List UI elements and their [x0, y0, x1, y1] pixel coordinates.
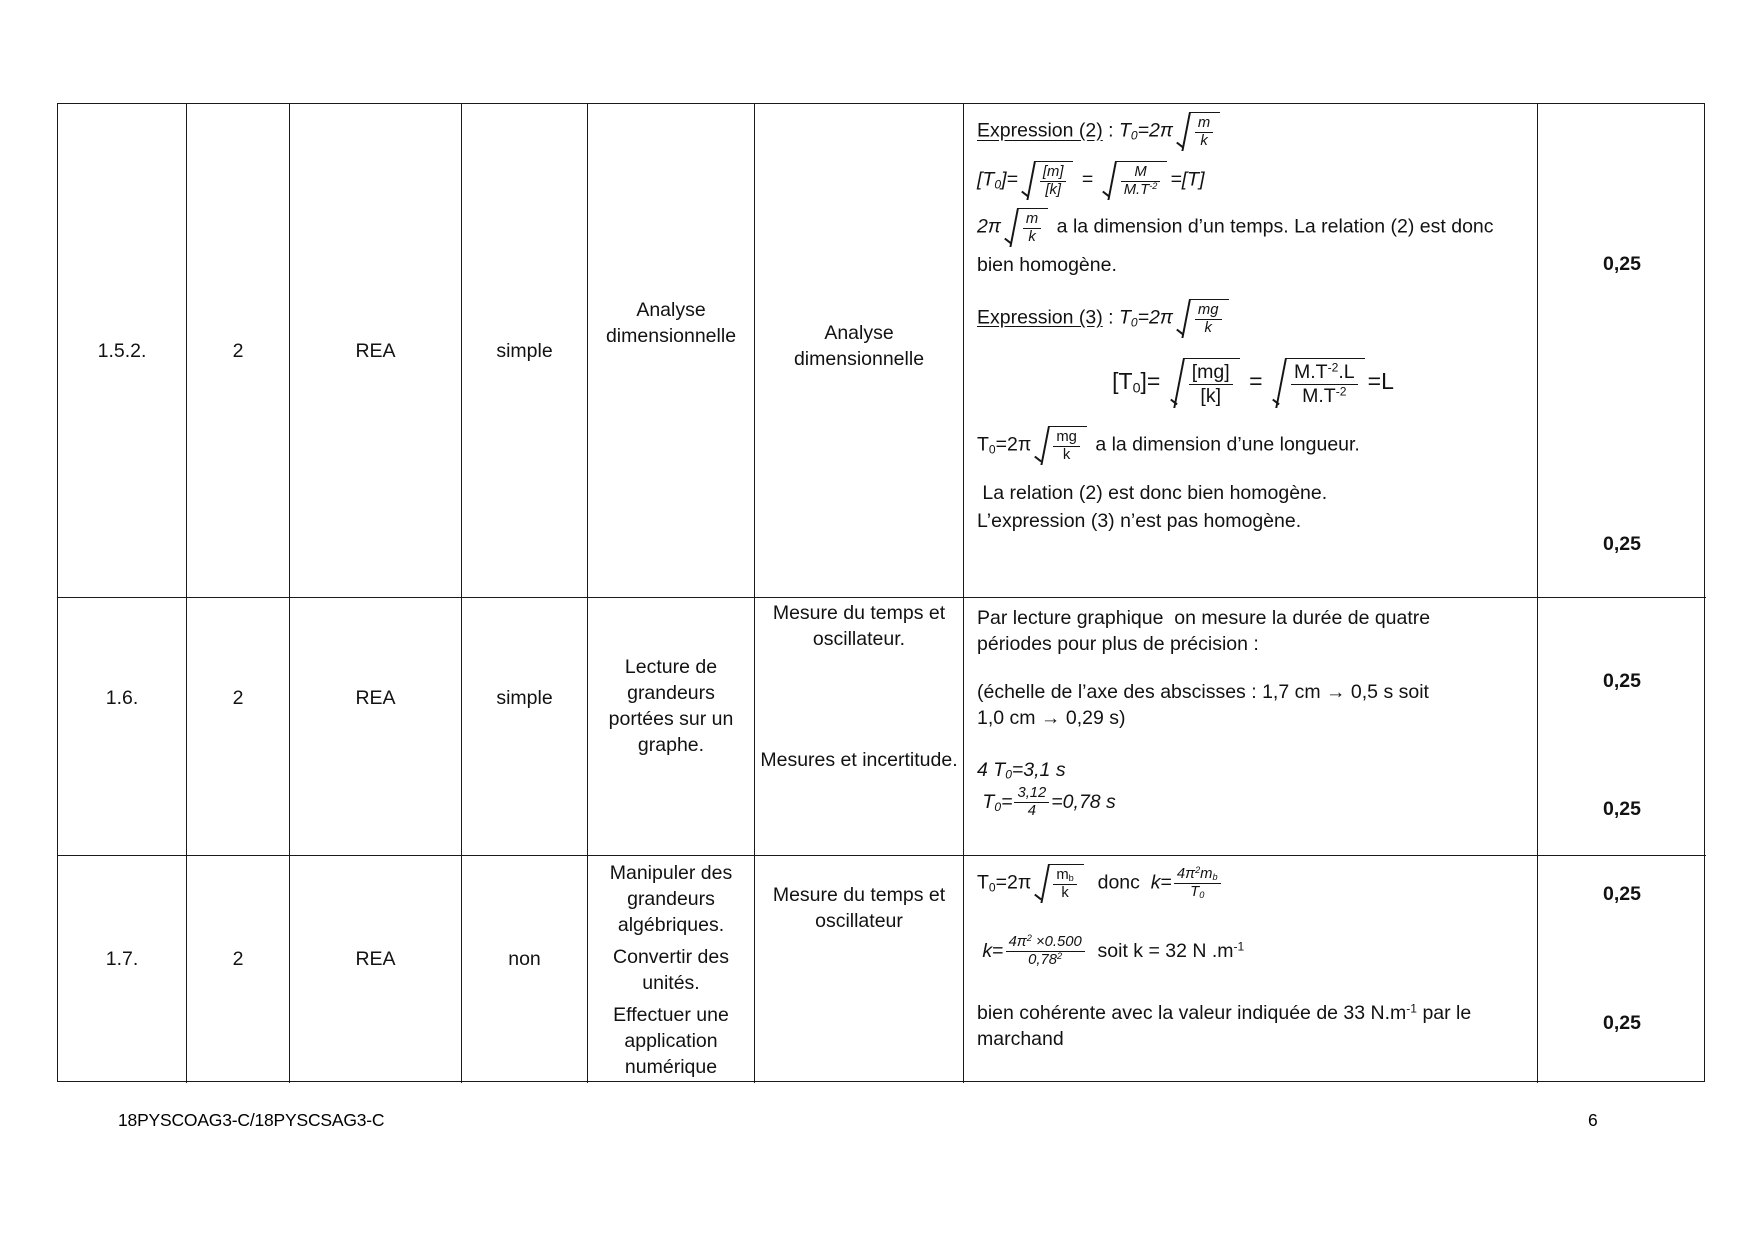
points-value: 0,25: [1603, 670, 1641, 692]
cell-question-number: [58, 856, 187, 1083]
cell-question-number: [58, 104, 187, 598]
fraction: $\frac{4\pi^2m_b}{T_0}$: [1174, 866, 1221, 902]
fraction: $\frac{3,12}{4}$: [1014, 785, 1049, 821]
answer-line: 2π $\frac{m}{k}$ a la dimension d’un temps. La relation (2) est donc: [977, 207, 1529, 248]
connaissance-item: Mesures et incertitude.: [760, 749, 958, 771]
answer-line: La relation (2) est donc bien homogène.: [977, 481, 1328, 504]
cell-bareme: [187, 856, 290, 1083]
cell-competence: [290, 104, 462, 598]
cell-competence: [290, 598, 462, 856]
difficulte-value: simple: [496, 686, 553, 709]
difficulte-value: simple: [496, 339, 553, 362]
radical-sign: [1005, 208, 1018, 247]
cell-connaissances: [755, 856, 964, 1083]
radical-sign: [1273, 358, 1286, 408]
answer-line: $[T_0]=$ $\frac{[m]}{[k]}$ = $\frac{M}{M.T^{-2}}$ =[T]: [977, 160, 1529, 201]
fraction: $\frac{m}{k}$: [1195, 115, 1213, 151]
competence-value: REA: [355, 339, 396, 362]
radical-sign: [1177, 299, 1190, 338]
fraction: $\frac{m_b}{k}$: [1053, 867, 1076, 903]
answer-line: $[T_0]=$ $\frac{[mg]}{[k]}$ = $\frac{M.T^{-2}.L}{M.T^{-2}}$ =L: [977, 357, 1529, 409]
square-root: [1171, 358, 1240, 408]
answer-line: $T_0=$ $\frac{3,12}{4}$ =0,78 s: [977, 785, 1116, 820]
fraction: $\frac{m}{k}$: [1023, 211, 1041, 247]
answer-line: bien homogène.: [977, 253, 1117, 276]
radical-sign: [1035, 426, 1048, 465]
cell-bareme: [187, 598, 290, 856]
cell-capacites: [588, 856, 755, 1083]
cell-difficulte: [462, 856, 588, 1083]
answer-line: L’expression (3) n’est pas homogène.: [977, 509, 1302, 532]
connaissance-item: Mesure du temps et oscillateur: [772, 884, 946, 932]
square-root: [1273, 358, 1365, 408]
capacite-item: Lecture de grandeurs portées sur un graphe.: [608, 655, 734, 756]
difficulte-value: non: [508, 947, 541, 970]
bareme-value: 2: [232, 686, 244, 709]
capacite-item: Effectuer une application numérique: [613, 1004, 729, 1078]
fraction: $\frac{M.T^{-2}.L}{M.T^{-2}}$: [1291, 361, 1358, 408]
square-root: [1035, 864, 1083, 903]
cell-connaissances: [755, 598, 964, 856]
cell-connaissances: [755, 104, 964, 598]
capacite-item: Manipuler des grandeurs algébriques.: [609, 862, 733, 936]
cell-difficulte: [462, 104, 588, 598]
answer-line: Expression (2) : $T_0=2\pi$ $\frac{m}{k}$: [977, 111, 1529, 152]
points-value: 0,25: [1603, 798, 1641, 820]
capacite-item: Convertir des unités.: [613, 946, 729, 994]
question-number: 1.7.: [105, 947, 139, 970]
radical-sign: [1035, 864, 1048, 903]
points-value: 0,25: [1603, 1012, 1641, 1034]
fraction: $\frac{[mg]}{[k]}$: [1189, 361, 1233, 408]
connaissance-item: Analyse dimensionnelle: [793, 321, 925, 370]
answer-line: $T_0=2\pi$ $\frac{mg}{k}$ a la dimension d’une longueur.: [977, 425, 1529, 466]
bareme-value: 2: [232, 947, 244, 970]
cell-points: [1538, 598, 1706, 856]
cell-points: [1538, 104, 1706, 598]
footer-page-number: 6: [1588, 1110, 1598, 1130]
question-number: 1.5.2.: [97, 339, 147, 362]
points-value: 0,25: [1603, 533, 1641, 555]
answer-line: (échelle de l’axe des abscisses : 1,7 cm → 0,5 s soit: [977, 681, 1429, 703]
competence-value: REA: [355, 686, 396, 709]
cell-points: [1538, 856, 1706, 1083]
cell-question-number: [58, 598, 187, 856]
radical-sign: [1103, 161, 1116, 200]
radical-sign: [1177, 112, 1190, 151]
cell-reponse: [964, 856, 1538, 1083]
square-root: [1005, 208, 1048, 247]
fraction: $\frac{4\pi^2 \times 0.500}{0,78^2}$: [1006, 934, 1085, 970]
answer-line: 1,0 cm → 0,29 s): [977, 707, 1126, 729]
rubric-table: [57, 103, 1705, 1082]
fraction: $\frac{mg}{k}$: [1195, 302, 1222, 338]
square-root: [1022, 161, 1074, 200]
question-number: 1.6.: [105, 686, 139, 709]
answer-line: $T_0=2\pi$ $\frac{m_b}{k}$ donc k= $\frac{4\pi^2m_b}{T_0}$: [977, 863, 1529, 904]
square-root: [1035, 426, 1087, 465]
capacite-item: Analyse dimensionnelle: [605, 298, 737, 347]
footer-reference: 18PYSCOAG3-C/18PYSCSAG3-C: [118, 1110, 385, 1130]
answer-line: Expression (3) : $T_0=2\pi$ $\frac{mg}{k}$: [977, 298, 1529, 339]
cell-competence: [290, 856, 462, 1083]
cell-reponse: [964, 598, 1538, 856]
square-root: [1103, 161, 1168, 200]
answer-line: 4 $T_0=3,1$ s: [977, 759, 1066, 782]
answer-line: k= $\frac{4\pi^2 \times 0.500}{0,78^2}$ soit k = 32 N $.m^{-1}$: [977, 932, 1245, 969]
answer-line: Par lecture graphique on mesure la durée de quatre: [977, 607, 1431, 629]
cell-capacites: [588, 598, 755, 856]
bareme-value: 2: [232, 339, 244, 362]
cell-reponse: [964, 104, 1538, 598]
answer-line: périodes pour plus de précision :: [977, 633, 1259, 655]
answer-line: marchand: [977, 1027, 1064, 1050]
cell-capacites: [588, 104, 755, 598]
answer-line: bien cohérente avec la valeur indiquée de 33 $N.m^{-1}$ par le: [977, 1001, 1472, 1024]
fraction: $\frac{M}{M.T^{-2}}$: [1121, 164, 1161, 200]
cell-difficulte: [462, 598, 588, 856]
points-value: 0,25: [1603, 883, 1641, 905]
radical-sign: [1171, 358, 1184, 408]
points-value: 0,25: [1603, 253, 1641, 275]
fraction: $\frac{mg}{k}$: [1053, 429, 1080, 465]
radical-sign: [1022, 161, 1035, 200]
square-root: [1177, 112, 1220, 151]
competence-value: REA: [355, 947, 396, 970]
square-root: [1177, 299, 1229, 338]
fraction: $\frac{[m]}{[k]}$: [1040, 164, 1067, 200]
connaissance-item: Mesure du temps et oscillateur.: [772, 602, 946, 650]
cell-bareme: [187, 104, 290, 598]
